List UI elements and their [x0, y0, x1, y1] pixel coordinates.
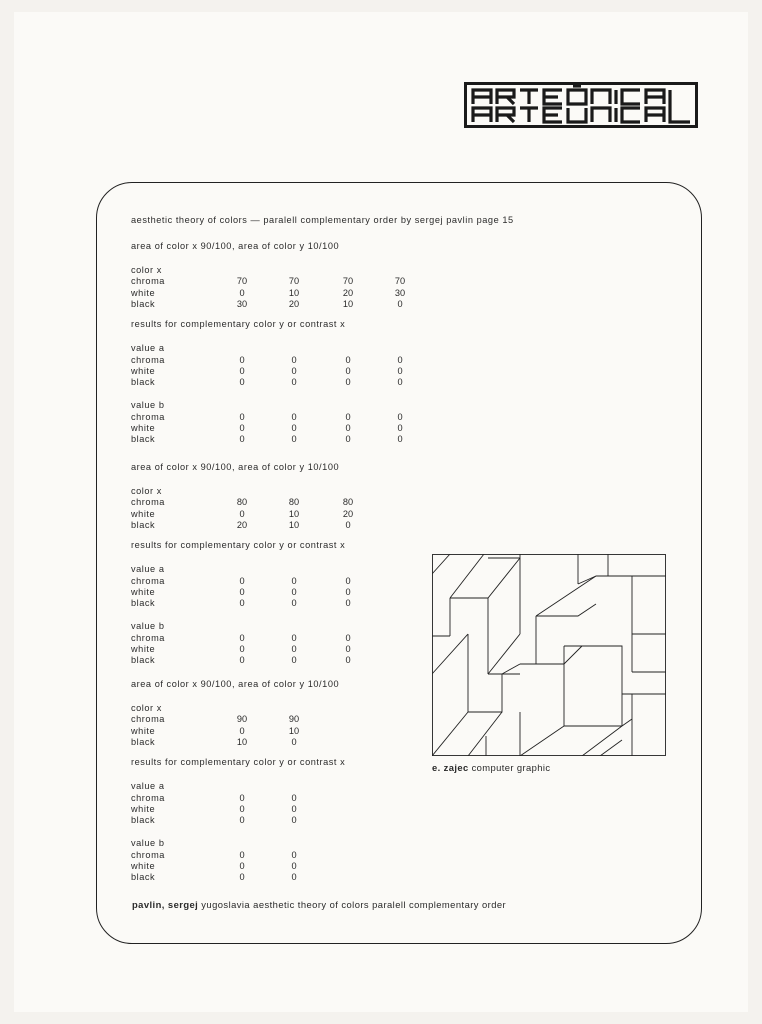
value-a-row-label: white	[131, 586, 156, 597]
value-b-value-cell: 0	[291, 632, 297, 643]
color-x-value-cell: 80	[288, 497, 300, 508]
value-b-row-label: chroma	[131, 632, 165, 643]
color-x-row-label: chroma	[131, 714, 165, 725]
color-x-value-cell: 30	[394, 287, 406, 298]
color-x-value-cell: 0	[397, 298, 403, 309]
color-x-label: color x	[131, 703, 162, 713]
value-b-value-cell: 0	[291, 861, 297, 871]
color-x-value-cell: 0	[345, 519, 351, 530]
color-x-value-cell: 10	[236, 736, 248, 747]
value-a-value-cell: 0	[239, 365, 245, 376]
graphic-caption	[432, 762, 550, 773]
color-x-value-cell: 0	[239, 287, 245, 298]
color-x-value-cell: 10	[288, 725, 300, 736]
arteonica-logo	[464, 82, 698, 128]
value-b-value-cell: 0	[291, 434, 297, 445]
color-x-row-label: white	[131, 725, 156, 736]
value-a-value-cell: 0	[239, 354, 245, 365]
value-b-row-label: chroma	[131, 411, 165, 422]
value-b-label: value b	[131, 838, 165, 849]
color-x-value-cell: 10	[288, 287, 300, 298]
value-b-row-label: white	[131, 861, 156, 871]
value-a-value-cell: 0	[291, 815, 297, 826]
value-b-row-label: black	[131, 434, 156, 445]
value-b-value-cell: 0	[291, 849, 297, 860]
value-a-row-label: black	[131, 598, 156, 609]
value-a-value-cell: 0	[291, 792, 297, 803]
color-x-value-cell: 80	[342, 497, 354, 508]
results-heading: results for complementary color y or contrast x	[131, 757, 346, 768]
computer-graphic-image	[432, 554, 666, 756]
value-b-value-cell: 0	[239, 632, 245, 643]
color-x-value-cell: 10	[288, 508, 300, 519]
value-b-row-label: white	[131, 423, 156, 433]
value-b-value-cell: 0	[345, 434, 351, 445]
value-a-row-label: white	[131, 803, 156, 814]
value-a-value-cell: 0	[239, 815, 245, 826]
color-x-value-cell: 0	[239, 725, 245, 736]
color-x-label: color x	[131, 265, 162, 275]
color-x-value-cell: 80	[236, 497, 248, 508]
value-b-value-cell: 0	[397, 411, 403, 422]
value-a-value-cell: 0	[239, 792, 245, 803]
color-x-value-cell: 10	[342, 298, 354, 309]
value-a-value-cell: 0	[239, 598, 245, 609]
value-b-value-cell: 0	[239, 872, 245, 883]
value-b-label: value b	[131, 400, 165, 411]
graphic-author: e. zajec	[432, 762, 469, 773]
value-b-value-cell: 0	[291, 644, 297, 654]
color-x-value-cell: 0	[291, 736, 297, 747]
value-a-row-label: black	[131, 377, 156, 388]
value-b-value-cell: 0	[291, 655, 297, 666]
value-b-value-cell: 0	[345, 423, 351, 433]
value-b-row-label: chroma	[131, 849, 165, 860]
value-a-label: value a	[131, 343, 165, 354]
color-x-value-cell: 90	[236, 714, 248, 725]
value-a-value-cell: 0	[291, 365, 297, 376]
color-x-value-cell: 70	[236, 276, 248, 287]
value-a-value-cell: 0	[397, 354, 403, 365]
color-x-row-label: black	[131, 519, 156, 530]
value-a-value-cell: 0	[239, 377, 245, 388]
value-a-row-label: black	[131, 815, 156, 826]
value-b-row-label: white	[131, 644, 156, 654]
footer-credit	[132, 899, 506, 910]
results-heading: results for complementary color y or contrast x	[131, 319, 346, 330]
area-heading: area of color x 90/100, area of color y 10/100	[131, 679, 340, 689]
value-a-value-cell: 0	[291, 803, 297, 814]
color-x-row-label: white	[131, 508, 156, 519]
color-x-label: color x	[131, 486, 162, 496]
value-b-value-cell: 0	[291, 423, 297, 433]
value-b-row-label: black	[131, 872, 156, 883]
value-a-value-cell: 0	[291, 598, 297, 609]
value-b-value-cell: 0	[397, 423, 403, 433]
value-b-value-cell: 0	[345, 644, 351, 654]
value-a-value-cell: 0	[345, 354, 351, 365]
color-x-row-label: chroma	[131, 497, 165, 508]
value-a-row-label: chroma	[131, 575, 165, 586]
value-b-value-cell: 0	[239, 423, 245, 433]
value-a-value-cell: 0	[239, 586, 245, 597]
color-x-value-cell: 20	[288, 298, 300, 309]
value-a-value-cell: 0	[345, 377, 351, 388]
value-b-value-cell: 0	[345, 411, 351, 422]
value-a-value-cell: 0	[345, 586, 351, 597]
color-x-value-cell: 10	[288, 519, 300, 530]
value-b-value-cell: 0	[239, 411, 245, 422]
value-a-value-cell: 0	[291, 354, 297, 365]
value-b-row-label: black	[131, 655, 156, 666]
page-header: aesthetic theory of colors — paralell complementary order by sergej pavlin page 15	[131, 215, 514, 225]
value-b-label: value b	[131, 621, 165, 632]
value-b-value-cell: 0	[239, 434, 245, 445]
value-a-label: value a	[131, 564, 165, 575]
color-x-value-cell: 20	[236, 519, 248, 530]
value-a-value-cell: 0	[291, 575, 297, 586]
value-a-row-label: white	[131, 365, 156, 376]
color-x-row-label: white	[131, 287, 156, 298]
value-a-value-cell: 0	[345, 575, 351, 586]
color-x-value-cell: 90	[288, 714, 300, 725]
value-b-value-cell: 0	[291, 872, 297, 883]
value-b-value-cell: 0	[291, 411, 297, 422]
color-x-row-label: chroma	[131, 276, 165, 287]
color-x-value-cell: 0	[239, 508, 245, 519]
value-b-value-cell: 0	[239, 644, 245, 654]
value-b-value-cell: 0	[239, 849, 245, 860]
value-a-value-cell: 0	[239, 575, 245, 586]
color-x-value-cell: 70	[288, 276, 300, 287]
color-x-row-label: black	[131, 736, 156, 747]
color-x-value-cell: 20	[342, 508, 354, 519]
area-heading: area of color x 90/100, area of color y 10/100	[131, 241, 340, 251]
color-x-value-cell: 70	[394, 276, 406, 287]
value-a-value-cell: 0	[291, 377, 297, 388]
footer-text: yugoslavia aesthetic theory of colors paralell complementary order	[201, 899, 507, 910]
value-b-value-cell: 0	[345, 632, 351, 643]
color-x-row-label: black	[131, 298, 156, 309]
value-b-value-cell: 0	[239, 861, 245, 871]
color-x-value-cell: 30	[236, 298, 248, 309]
color-x-value-cell: 70	[342, 276, 354, 287]
area-heading: area of color x 90/100, area of color y 10/100	[131, 462, 340, 472]
value-a-value-cell: 0	[345, 365, 351, 376]
footer-author: pavlin, sergej	[132, 899, 199, 910]
value-a-value-cell: 0	[345, 598, 351, 609]
graphic-caption-text: computer graphic	[471, 762, 551, 773]
value-a-label: value a	[131, 781, 165, 792]
value-a-value-cell: 0	[239, 803, 245, 814]
value-a-value-cell: 0	[397, 377, 403, 388]
color-x-value-cell: 20	[342, 287, 354, 298]
results-heading: results for complementary color y or contrast x	[131, 540, 346, 551]
value-b-value-cell: 0	[397, 434, 403, 445]
value-b-value-cell: 0	[239, 655, 245, 666]
value-a-row-label: chroma	[131, 354, 165, 365]
value-a-value-cell: 0	[291, 586, 297, 597]
value-a-row-label: chroma	[131, 792, 165, 803]
value-b-value-cell: 0	[345, 655, 351, 666]
value-a-value-cell: 0	[397, 365, 403, 376]
